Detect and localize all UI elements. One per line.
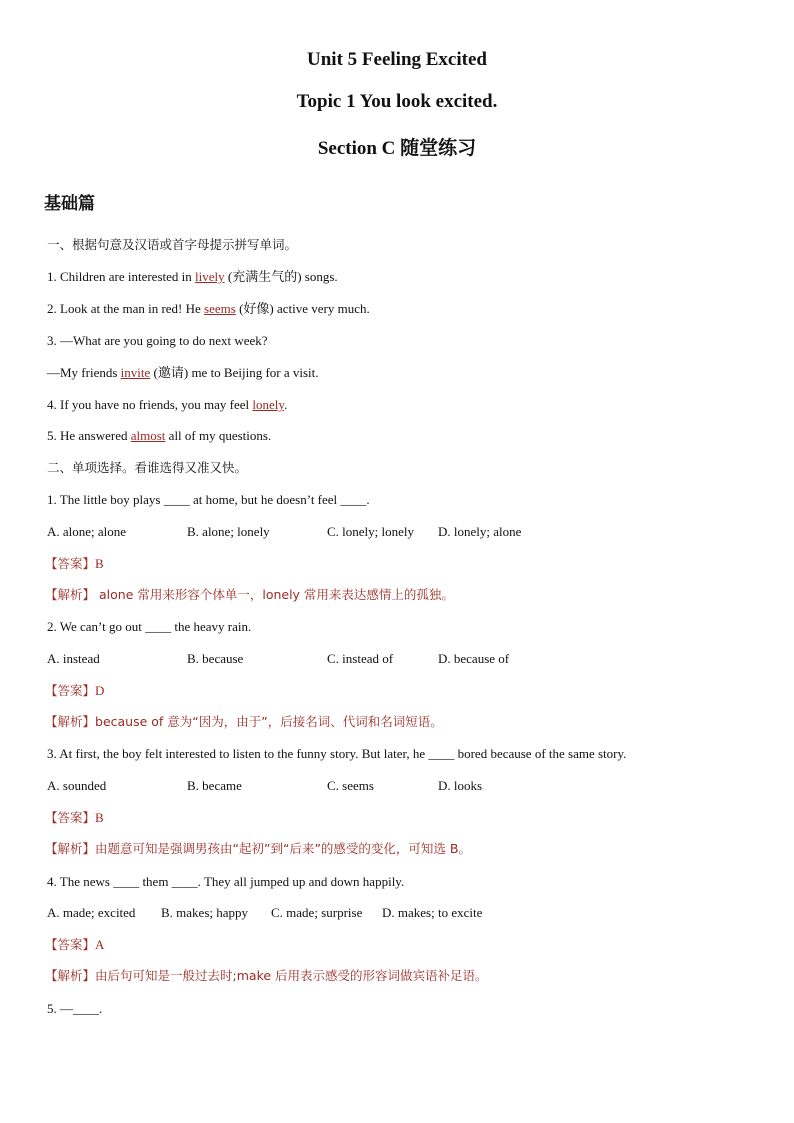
option-d: D. looks — [438, 778, 483, 793]
option-b: B. because — [187, 651, 244, 666]
analysis-line: 【解析】由后句可知是一般过去时;make 后用表示感受的形容词做宾语补足语。 — [45, 968, 488, 983]
question-stem: 4. The news ____ them ____. They all jumped up and down happily. — [47, 874, 405, 889]
part1-item-5: 5. He answered almost all of my questions. — [47, 428, 272, 443]
part1-item-3-reply: —My friends invite (邀请) me to Beijing for a visit. — [47, 365, 319, 380]
answer-line: 【答案】A — [45, 937, 105, 952]
question-stem: 5. —____. — [47, 1001, 103, 1016]
analysis-line: 【解析】because of 意为“因为，由于”，后接名词、代词和名词短语。 — [45, 714, 443, 729]
option-b: B. makes; happy — [161, 905, 249, 920]
option-c: C. seems — [327, 778, 374, 793]
option-a: A. sounded — [47, 778, 107, 793]
level-heading: 基础篇 — [44, 194, 95, 214]
analysis-line: 【解析】由题意可知是强调男孩由“起初”到“后来”的感受的变化，可知选 B。 — [45, 841, 471, 856]
option-d: D. lonely; alone — [438, 524, 522, 539]
part1-item-4: 4. If you have no friends, you may feel lonely. — [47, 397, 288, 412]
question-stem: 2. We can’t go out ____ the heavy rain. — [47, 619, 252, 634]
answer-line: 【答案】B — [45, 810, 104, 825]
part1-item-3: 3. —What are you going to do next week? — [47, 333, 268, 348]
part1-item-2: 2. Look at the man in red! He seems (好像) active very much. — [47, 301, 370, 316]
question-stem: 1. The little boy plays ____ at home, but he doesn’t feel ____. — [47, 492, 370, 507]
option-b: B. alone; lonely — [187, 524, 270, 539]
option-c: C. lonely; lonely — [327, 524, 415, 539]
question-stem: 3. At first, the boy felt interested to listen to the funny story. But later, he ____ bored because of the same story. — [47, 746, 627, 761]
unit-title: Unit 5 Feeling Excited — [307, 49, 487, 70]
analysis-line: 【解析】 alone 常用来形容个体单一，lonely 常用来表达感情上的孤独。 — [45, 587, 454, 602]
answer-line: 【答案】D — [45, 683, 105, 698]
section-title: Section C 随堂练习 — [317, 138, 477, 159]
part1-heading: 一、根据句意及汉语或首字母提示拼写单词。 — [47, 237, 298, 252]
option-a: A. made; excited — [47, 905, 136, 920]
option-d: D. makes; to excite — [382, 905, 483, 920]
part2-heading: 二、单项选择。看谁选得又准又快。 — [47, 460, 248, 475]
option-c: C. instead of — [327, 651, 394, 666]
option-b: B. became — [187, 778, 242, 793]
option-a: A. alone; alone — [47, 524, 127, 539]
option-c: C. made; surprise — [271, 905, 363, 920]
part1-item-1: 1. Children are interested in lively (充满生气的) songs. — [47, 269, 338, 284]
option-a: A. instead — [47, 651, 100, 666]
topic-title: Topic 1 You look excited. — [296, 91, 498, 112]
option-d: D. because of — [438, 651, 510, 666]
answer-line: 【答案】B — [45, 556, 104, 571]
